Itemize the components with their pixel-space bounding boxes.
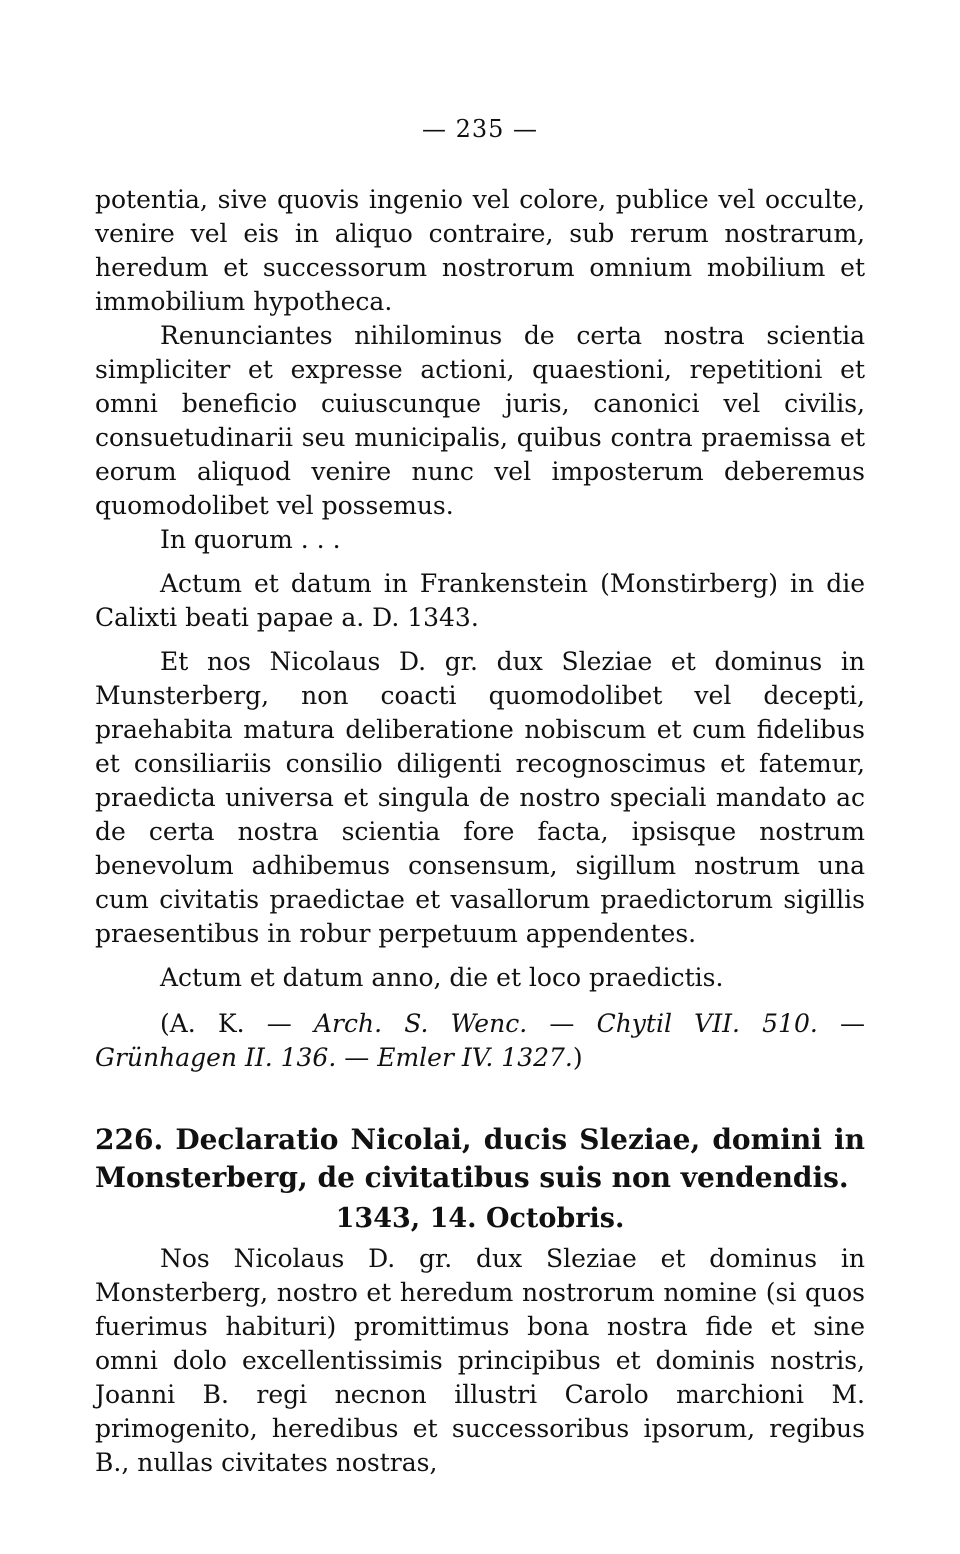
paragraph-in-quorum: In quorum . . .	[160, 525, 341, 554]
paragraph-et-nos-nicolaus: Et nos Nicolaus D. gr. dux Sleziae et dominus in Munsterberg, non coacti quomodolibet vel decepti, praehabita matura deliberatione nobiscum et cum fidelibus et consiliariis consilio diligenti recognoscimus et fatemur, praedicta universa et singula de nostro speciali mandato ac de certa nostra scientia fore facta, ipsisque nostrum benevolum adhibemus consensum, sigillum nostrum una cum civitatis praedictae et vasallorum praedictorum sigillis praesentibus in robur perpetuum appendentes.	[95, 647, 865, 948]
citation-emler: Emler IV. 1327.	[377, 1043, 573, 1072]
page-number: — 235 —	[421, 115, 539, 143]
citation-gruenhagen: Grünhagen II. 136.	[95, 1043, 337, 1072]
citation-sep-2: —	[817, 1009, 866, 1038]
document-page	[95, 115, 865, 1480]
citation-chytil: Chytil VII. 510.	[596, 1009, 818, 1038]
citation-open: (A. K. —	[160, 1009, 314, 1038]
section-heading: 226. Declaratio Nicolai, ducis Sleziae, domini in Monsterberg, de civitatibus suis non vendendis.	[95, 1123, 865, 1194]
citation-sep-3: —	[336, 1043, 378, 1072]
citation-sep-1: —	[527, 1009, 597, 1038]
paragraph-actum-datum: Actum et datum anno, die et loco praedictis.	[160, 963, 724, 992]
citation-arch: Arch. S. Wenc.	[314, 1009, 528, 1038]
paragraph-nos-nicolaus: Nos Nicolaus D. gr. dux Sleziae et dominus in Monsterberg, nostro et heredum nostrorum nomine (si quos fuerimus habituri) promittimus bona nostra fide et sine omni dolo excellentissimis principibus et dominis nostris, Joanni B. regi necnon illustri Carolo marchioni M. primogenito, heredibus et successoribus ipsorum, regibus B., nullas civitates nostras,	[95, 1244, 865, 1477]
citation-close: )	[572, 1043, 583, 1072]
paragraph-actum-frankenstein: Actum et datum in Frankenstein (Monstirberg) in die Calixti beati papae a. D. 1343.	[95, 569, 865, 632]
paragraph-renunciantes: Renunciantes nihilominus de certa nostra scientia simpliciter et expresse actioni, quaestioni, repetitioni et omni beneficio cuiuscunque juris, canonici vel civilis, consuetudinarii seu municipalis, quibus contra praemissa et eorum aliquod venire nunc vel imposterum deberemus quomodolibet vel possemus.	[95, 321, 865, 520]
paragraph-continuation: potentia, sive quovis ingenio vel colore, publice vel occulte, venire vel eis in aliquo contraire, sub rerum nostrarum, heredum et successorum nostrorum omnium mobilium et immobilium hypotheca.	[95, 185, 865, 316]
section-date: 1343, 14. Octobris.	[335, 1203, 625, 1234]
source-citation	[95, 1007, 865, 1075]
